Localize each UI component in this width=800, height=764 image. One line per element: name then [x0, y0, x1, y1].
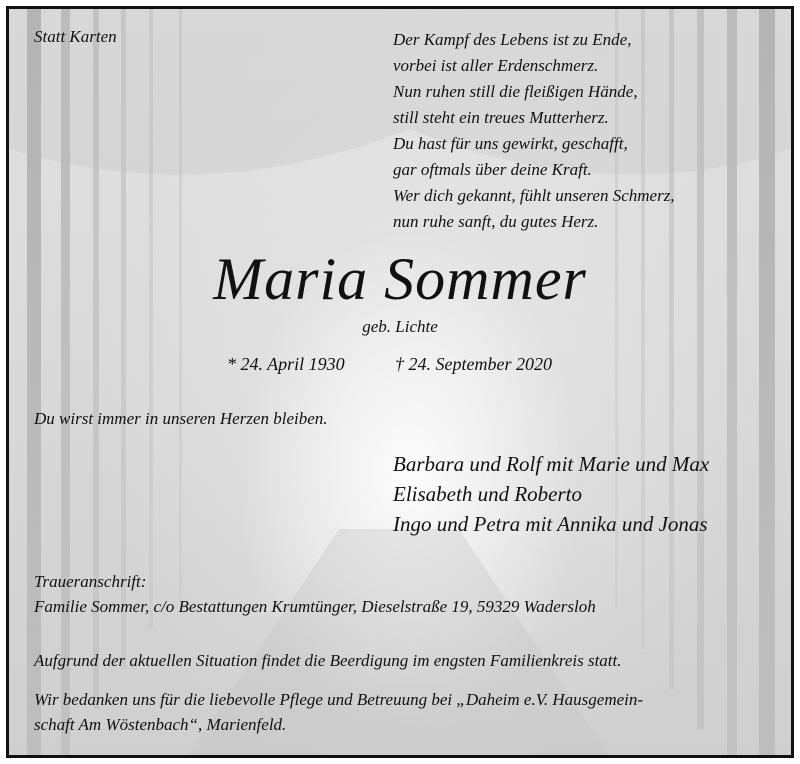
remembrance-message: Du wirst immer in unseren Herzen bleiben.: [34, 409, 328, 428]
family-line: Ingo und Petra mit Annika und Jonas: [393, 512, 708, 536]
thanks-line: Wir bedanken uns für die liebevolle Pflege und Betreuung bei „Daheim e.V. Hausgemein-: [34, 690, 644, 709]
birth-name: geb. Lichte: [362, 317, 438, 336]
poem-line: vorbei ist aller Erdenschmerz.: [393, 56, 599, 75]
thanks-line: schaft Am Wöstenbach“, Marienfeld.: [34, 715, 287, 734]
mourning-address: [34, 569, 596, 619]
family-list: [393, 449, 709, 539]
obituary-card: [6, 6, 794, 758]
poem-line: gar oftmals über deine Kraft.: [393, 160, 592, 179]
poem-line: Du hast für uns gewirkt, geschafft,: [393, 134, 628, 153]
birth-date: * 24. April 1930: [227, 354, 345, 374]
thanks-note: [34, 687, 643, 737]
poem-line: Der Kampf des Lebens ist zu Ende,: [393, 30, 632, 49]
poem-line: Nun ruhen still die fleißigen Hände,: [393, 82, 638, 101]
poem-line: still steht ein treues Mutterherz.: [393, 108, 609, 127]
poem: [393, 27, 675, 235]
funeral-note: Aufgrund der aktuellen Situation findet die Beerdigung im engsten Familienkreis statt.: [34, 651, 622, 670]
poem-line: Wer dich gekannt, fühlt unseren Schmerz,: [393, 186, 675, 205]
death-date: † 24. September 2020: [395, 354, 552, 374]
address-value: Familie Sommer, c/o Bestattungen Krumtünger, Dieselstraße 19, 59329 Wadersloh: [34, 597, 596, 616]
address-label: Traueranschrift:: [34, 572, 147, 591]
deceased-name: Maria Sommer: [213, 246, 587, 312]
family-line: Barbara und Rolf mit Marie und Max: [393, 452, 710, 476]
statt-karten-note: Statt Karten: [34, 27, 117, 46]
poem-line: nun ruhe sanft, du gutes Herz.: [393, 212, 599, 231]
family-line: Elisabeth und Roberto: [393, 482, 582, 506]
